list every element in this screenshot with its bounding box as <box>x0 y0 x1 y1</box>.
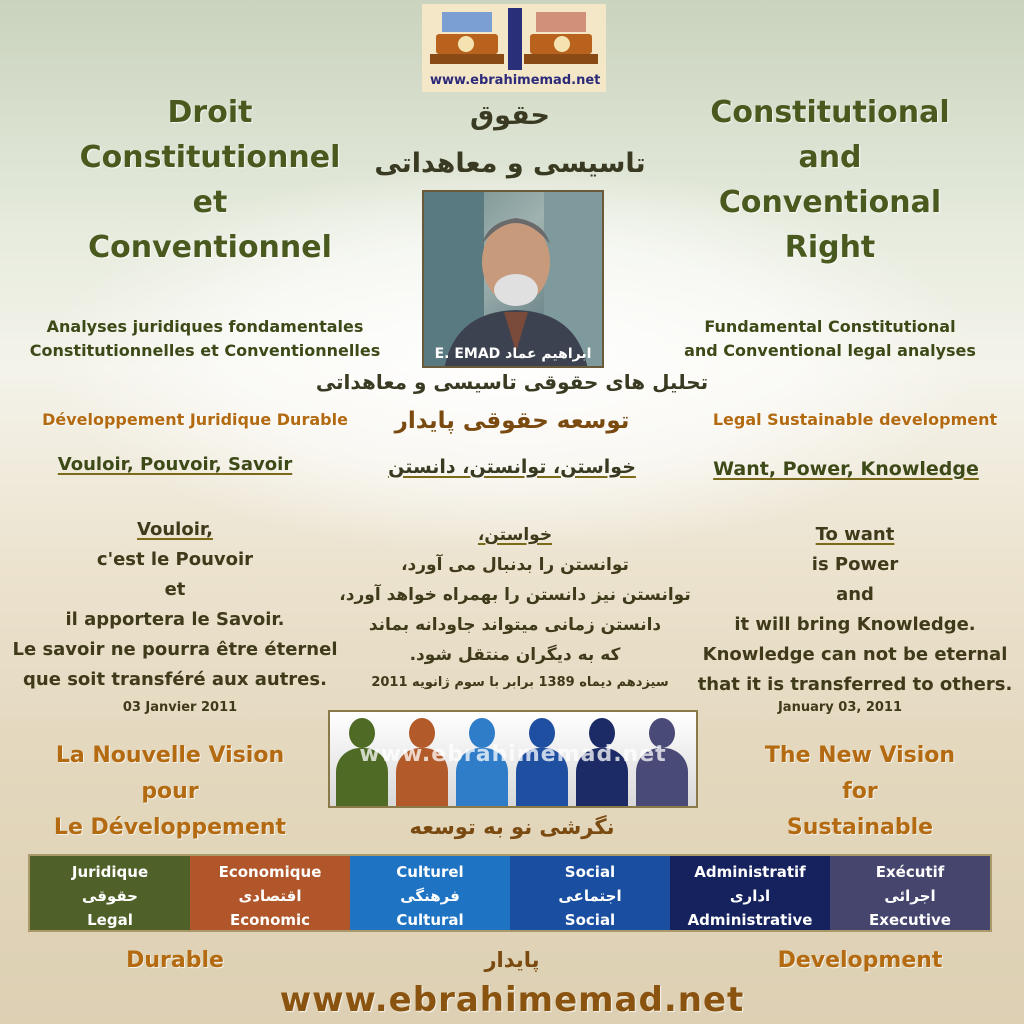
dimensions-table <box>28 854 992 932</box>
sustainable-dev-french: Développement Juridique Durable <box>42 410 348 429</box>
sustainable-dev-english: Legal Sustainable development <box>712 410 998 429</box>
vision-line: Le Développement <box>53 815 287 840</box>
website-link[interactable]: www.ebrahimemad.net <box>279 980 745 1020</box>
title-line: Constitutionnel <box>79 140 341 175</box>
motto-french: Vouloir, Pouvoir, Savoir <box>57 454 293 475</box>
subtitle-english <box>650 315 1010 363</box>
title-line: et <box>192 185 228 220</box>
title-line: Right <box>784 230 876 265</box>
subtitle-french <box>10 315 400 363</box>
people-watermark-url: www.ebrahimemad.net <box>359 742 667 767</box>
subtitle-line: and Conventional legal analyses <box>684 341 976 360</box>
quote-line: that it is transferred to others. <box>697 674 1013 695</box>
dimension-cell <box>350 856 510 930</box>
title-line: Conventionnel <box>88 230 332 265</box>
dimension-label-fr: Economique <box>218 863 322 881</box>
dimension-label-fa: اقتصادی <box>238 887 302 905</box>
quote-line: et <box>164 579 186 600</box>
quote-line: que soit transféré aux autres. <box>23 669 327 690</box>
quote-english <box>690 520 1020 700</box>
vision-line: The New Vision <box>764 743 956 768</box>
dimension-label-fa: اجتماعی <box>558 887 622 905</box>
date-english: January 03, 2011 <box>777 700 903 715</box>
title-english <box>660 90 1000 270</box>
dimension-label-en: Economic <box>229 911 311 929</box>
dimension-cell <box>30 856 190 930</box>
title-line: Droit <box>167 95 253 130</box>
quote-line: To want <box>815 524 895 545</box>
dimension-label-fr: Exécutif <box>875 863 945 881</box>
title-line: حقوق <box>470 100 550 131</box>
dimension-label-fr: Administratif <box>694 863 806 881</box>
quote-line: and <box>836 584 874 605</box>
dimension-label-fr: Culturel <box>396 863 464 881</box>
dimension-label-fa: فرهنگی <box>400 887 460 905</box>
motto-persian: خواستن، توانستن، دانستن <box>388 456 636 478</box>
quote-line: it will bring Knowledge. <box>734 614 976 635</box>
title-line: Constitutional <box>710 95 950 130</box>
quote-line: is Power <box>811 554 899 575</box>
date-persian: سیزدهم دیماه 1389 برابر با سوم ژانویه 2011 <box>371 675 669 690</box>
title-line: and <box>798 140 862 175</box>
vision-french <box>40 738 300 846</box>
quote-line: Vouloir, <box>137 519 213 540</box>
footer-persian: پایدار <box>484 948 540 972</box>
vision-persian: نگرشی نو به توسعه <box>409 815 615 839</box>
logo-url[interactable]: www.ebrahimemad.net <box>430 73 601 88</box>
subtitle-line: Constitutionnelles et Conventionnelles <box>29 341 381 360</box>
quote-persian <box>330 520 700 670</box>
quote-line: دانستن زمانی میتواند جاودانه بماند <box>368 615 662 635</box>
dimension-cell <box>670 856 830 930</box>
dimension-cell <box>510 856 670 930</box>
dimension-label-fa: حقوقی <box>81 887 138 905</box>
footer-development: Development <box>777 948 943 973</box>
dimension-label-en: Executive <box>869 911 951 929</box>
title-french <box>40 90 380 270</box>
dimension-label-fa: اجرائی <box>884 887 936 905</box>
vision-line: for <box>842 779 878 804</box>
dimension-label-fa: اداری <box>729 887 771 905</box>
sustainable-dev-persian: توسعه حقوقی پایدار <box>394 408 630 434</box>
quote-line: که به دیگران منتقل شود. <box>409 645 621 665</box>
dimension-label-en: Cultural <box>396 911 464 929</box>
quote-french <box>0 515 350 695</box>
date-french: 03 Janvier 2011 <box>122 700 238 715</box>
quote-line: توانستن نیز دانستن را بهمراه خواهد آورد، <box>339 585 691 605</box>
subtitle-line: Analyses juridiques fondamentales <box>46 317 364 336</box>
quote-line: توانستن را بدنبال می آورد، <box>401 555 629 575</box>
author-caption: E. EMAD ابراهیم عماد <box>434 346 592 362</box>
dimension-cell <box>830 856 990 930</box>
title-line: تاسیسی و معاهداتی <box>374 148 646 179</box>
quote-line: Knowledge can not be eternal <box>702 644 1008 665</box>
dimension-label-fr: Social <box>564 863 616 881</box>
title-line: Conventional <box>718 185 942 220</box>
subtitle-line: Fundamental Constitutional <box>704 317 956 336</box>
title-persian <box>350 92 670 188</box>
dimension-label-fr: Juridique <box>71 863 149 881</box>
subtitle-persian: تحلیل های حقوقی تاسیسی و معاهداتی <box>315 370 709 394</box>
dimension-label-en: Social <box>564 911 616 929</box>
vision-line: pour <box>141 779 199 804</box>
vision-english <box>740 738 980 846</box>
dimension-label-en: Legal <box>87 911 133 929</box>
vision-line: Sustainable <box>786 815 934 840</box>
quote-line: خواستن، <box>477 525 553 545</box>
motto-english: Want, Power, Knowledge <box>713 458 979 480</box>
dimension-label-en: Administrative <box>687 911 813 929</box>
dimension-cell <box>190 856 350 930</box>
quote-line: il apportera le Savoir. <box>65 609 285 630</box>
quote-line: Le savoir ne pourra être éternel <box>12 639 338 660</box>
quote-line: c'est le Pouvoir <box>96 549 254 570</box>
vision-line: La Nouvelle Vision <box>55 743 285 768</box>
footer-durable: Durable <box>126 948 224 973</box>
